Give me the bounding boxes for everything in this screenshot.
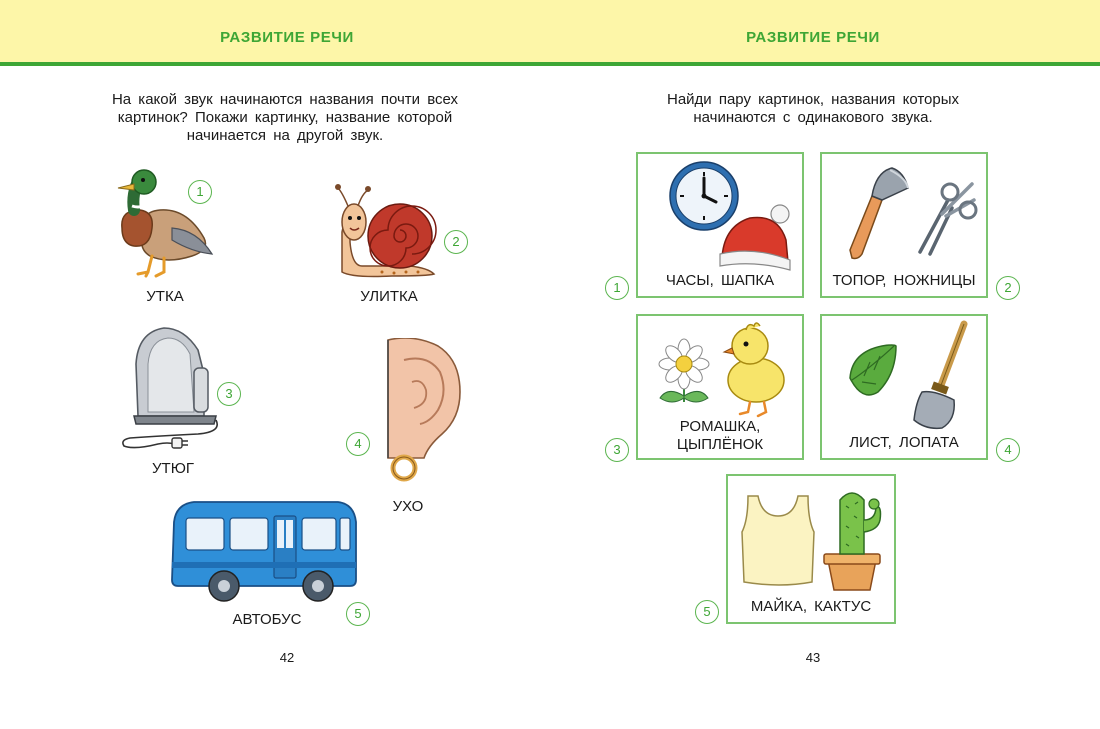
instruction-line: начинается на другой звук. [186, 127, 384, 144]
item-number-1: 1 [188, 180, 212, 204]
item-number-4: 4 [346, 432, 370, 456]
pair-card-4 [820, 314, 988, 460]
snail-icon [332, 182, 438, 280]
card-2-art [822, 154, 986, 274]
item-label-bus: АВТОБУС [232, 611, 302, 628]
clock-icon [670, 162, 738, 230]
chick-icon [724, 323, 784, 416]
scissors-icon [920, 184, 976, 254]
page-number-left: 42 [279, 650, 295, 665]
item-label-ear: УХО [392, 498, 424, 515]
pair-card-2 [820, 152, 988, 298]
item-label-duck: УТКА [146, 288, 184, 305]
card-number-3: 3 [605, 438, 629, 462]
pair-card-5 [726, 474, 896, 624]
right-instruction [588, 91, 1038, 127]
iron-icon [118, 324, 224, 450]
item-number-2: 2 [444, 230, 468, 254]
card-number-5: 5 [695, 600, 719, 624]
card-5-label: МАЙКА, КАКТУС [750, 598, 872, 615]
right-page [550, 66, 1100, 729]
page-number-right: 43 [805, 650, 821, 665]
card-1-art [638, 154, 802, 274]
tank-top-icon [742, 496, 814, 585]
cactus-icon [824, 493, 881, 590]
ear-icon [384, 338, 464, 488]
card-4-art [822, 316, 986, 436]
daisy-icon [659, 339, 709, 402]
shovel-icon [914, 324, 964, 428]
instruction-line: начинаются с одинакового звука. [693, 109, 933, 126]
axe-icon [850, 168, 908, 259]
right-section-title: РАЗВИТИЕ РЕЧИ [746, 29, 880, 46]
pair-card-1 [636, 152, 804, 298]
item-number-3: 3 [217, 382, 241, 406]
instruction-line: На какой звук начинаются названия почти всех [111, 91, 459, 108]
card-2-label: ТОПОР, НОЖНИЦЫ [832, 272, 976, 289]
leaf-icon [850, 345, 896, 395]
item-label-snail: УЛИТКА [360, 288, 418, 305]
card-3-label-line: ЦЫПЛЁНОК [676, 436, 764, 453]
card-number-1: 1 [605, 276, 629, 300]
item-number-5: 5 [346, 602, 370, 626]
card-number-2: 2 [996, 276, 1020, 300]
left-instruction [60, 91, 510, 145]
card-number-4: 4 [996, 438, 1020, 462]
left-page [0, 66, 550, 729]
instruction-line: картинок? Покажи картинку, название которой [117, 109, 453, 126]
card-3-label-line: РОМАШКА, [679, 418, 761, 435]
bus-icon [168, 498, 360, 604]
card-5-art [728, 476, 894, 600]
left-section-title: РАЗВИТИЕ РЕЧИ [220, 29, 354, 46]
instruction-line: Найди пару картинок, названия которых [666, 91, 960, 108]
card-4-label: ЛИСТ, ЛОПАТА [849, 434, 959, 451]
pair-card-3 [636, 314, 804, 460]
card-1-label: ЧАСЫ, ШАПКА [665, 272, 775, 289]
item-label-iron: УТЮГ [152, 460, 194, 477]
card-3-label [638, 418, 802, 454]
